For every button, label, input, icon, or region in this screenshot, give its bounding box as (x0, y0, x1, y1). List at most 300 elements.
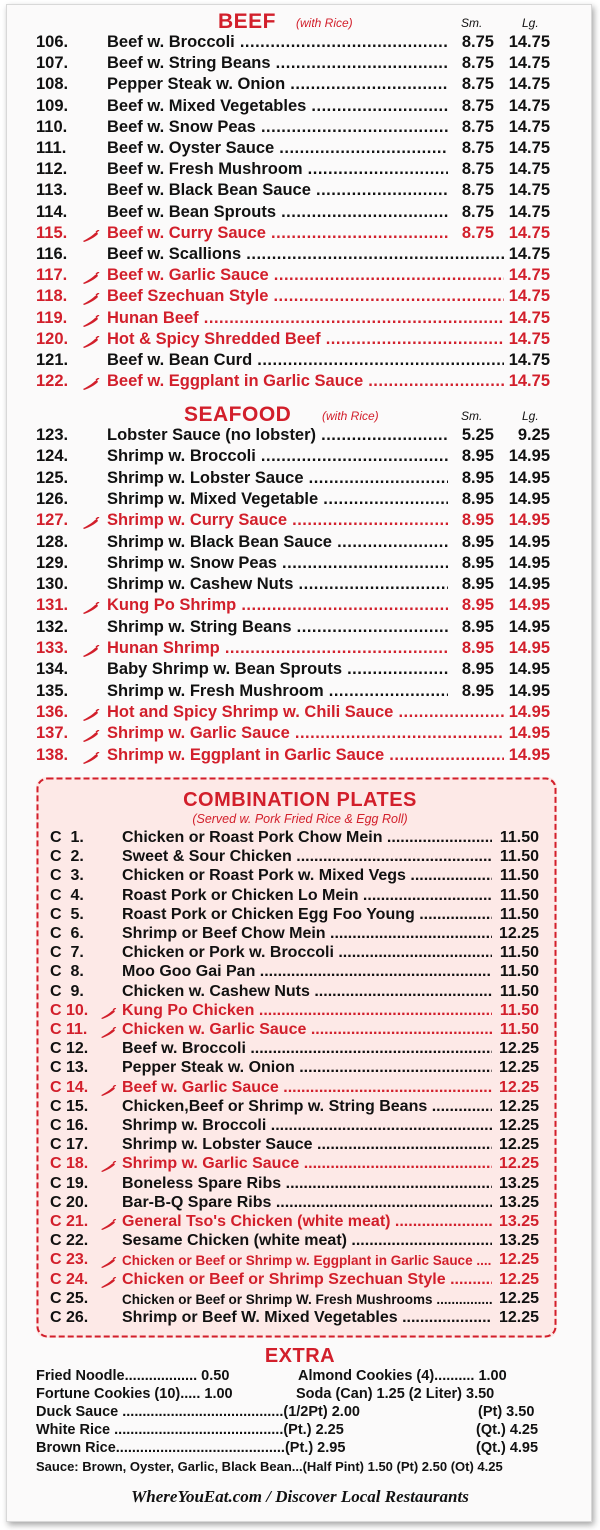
item-number: 130. (36, 575, 69, 594)
extra-row (36, 1440, 556, 1458)
seafood-title: SEAFOOD (184, 403, 292, 426)
item-price-large: 14.75 (506, 54, 550, 73)
item-name: Hunan Beef ..... (107, 309, 504, 328)
combination-item-row (0, 1194, 600, 1213)
item-number: 137. (36, 724, 69, 743)
item-number: 107. (36, 54, 69, 73)
item-name: Beef w. Curry Sauce ..... (107, 224, 448, 243)
combo-name: Chicken or Roast Pork Chow Mein ..... (122, 829, 492, 847)
combo-number: C 7. (50, 944, 84, 962)
combo-price: 11.50 (499, 1001, 539, 1019)
combo-name: Chicken w. Cashew Nuts ..... (122, 983, 492, 1001)
item-price-small: 8.95 (459, 618, 494, 637)
combination-item-row (0, 1059, 600, 1078)
combo-number: C 22. (50, 1232, 89, 1250)
beef-header (0, 10, 600, 34)
item-price-small: 8.75 (459, 203, 494, 222)
menu-item-row (0, 425, 600, 446)
item-price-large: 14.95 (506, 682, 550, 701)
menu-item-row (0, 532, 600, 553)
item-price-large: 14.75 (506, 224, 550, 243)
item-name: Hot and Spicy Shrimp w. Chili Sauce ..... (107, 703, 504, 722)
item-price-small: 8.95 (459, 447, 494, 466)
item-number: 125. (36, 468, 69, 487)
combo-number: C 8. (50, 963, 84, 981)
item-number: 127. (36, 511, 69, 530)
menu-item-row (0, 617, 600, 638)
hot-pepper-icon (82, 334, 100, 346)
combo-number: C 20. (50, 1193, 89, 1211)
menu-item-row (0, 138, 600, 159)
combo-name: Kung Po Chicken ..... (122, 1002, 492, 1020)
combo-price: 12.25 (498, 1136, 539, 1154)
menu-item-row (0, 53, 600, 74)
item-price-small: 8.75 (459, 139, 494, 158)
item-number: 111. (36, 139, 67, 157)
item-number: 122. (36, 372, 69, 391)
combo-price: 11.50 (499, 867, 539, 885)
hot-pepper-icon (82, 515, 100, 527)
combo-number: C 13. (50, 1059, 89, 1077)
menu-item-row (0, 659, 600, 680)
menu-item-row (0, 265, 600, 286)
menu-item-row (0, 223, 600, 244)
combo-number: C 4. (50, 886, 84, 904)
combination-item-row (0, 1002, 600, 1021)
footer-watermark[interactable]: WhereYouEat.com / Discover Local Restaurants (131, 1487, 469, 1506)
item-name: Beef Szechuan Style ..... (107, 287, 504, 306)
item-price-small: 8.95 (459, 511, 494, 530)
combo-number: C 9. (50, 982, 84, 1000)
combo-price: 13.25 (498, 1232, 539, 1250)
combo-price: 13.25 (498, 1213, 539, 1230)
item-price-large: 14.75 (506, 266, 550, 285)
item-number: 121. (36, 351, 69, 369)
combo-name: Chicken or Beef or Shrimp w. Eggplant in Garlic Sauce ..... (122, 1253, 492, 1268)
item-price-large: 14.75 (506, 75, 550, 94)
item-name: Kung Po Shrimp ..... (107, 596, 448, 615)
combo-name: Chicken or Roast Pork w. Mixed Vegs ..... (122, 867, 492, 885)
menu-item-row (0, 638, 600, 659)
combination-item-row (0, 1232, 600, 1251)
combo-number: C 24. (50, 1270, 89, 1288)
extra-row (36, 1404, 556, 1422)
combo-name: Chicken,Beef or Shrimp w. String Beans ..... (122, 1098, 492, 1116)
item-name: Lobster Sauce (no lobster) ..... (107, 426, 448, 445)
combination-item-row (0, 1136, 600, 1155)
combo-price: 11.50 (499, 905, 539, 923)
combination-item-row (0, 848, 600, 867)
combo-price: 12.25 (498, 1309, 539, 1326)
menu-item-row (0, 553, 600, 574)
combo-name: Chicken w. Garlic Sauce ..... (122, 1021, 492, 1039)
combo-price: 11.50 (499, 886, 539, 904)
item-price-large: 14.75 (506, 160, 550, 179)
combo-number: C 15. (50, 1097, 89, 1115)
hot-pepper-icon (100, 1006, 117, 1017)
item-number: 112. (36, 160, 68, 179)
item-number: 128. (36, 532, 69, 551)
combo-name: Shrimp w. Broccoli ..... (122, 1117, 492, 1135)
combo-name: Shrimp or Beef Chow Mein ..... (122, 925, 492, 943)
item-price-large: 14.75 (506, 330, 550, 349)
combination-item-row (0, 1290, 600, 1309)
hot-pepper-icon (82, 600, 100, 612)
combo-name: Boneless Spare Ribs ..... (122, 1175, 492, 1193)
combo-price: 12.25 (498, 1270, 539, 1288)
combination-item-row (0, 1175, 600, 1194)
item-name: Shrimp w. Snow Peas ..... (107, 554, 448, 573)
combination-item-row (0, 1155, 600, 1174)
menu-item-row (0, 74, 600, 95)
menu-item-row (0, 159, 600, 180)
item-number: 116. (36, 245, 68, 263)
combination-item-row (0, 925, 600, 944)
hot-pepper-icon (100, 1025, 117, 1036)
hot-pepper-icon (82, 228, 100, 240)
item-price-small: 8.75 (459, 75, 494, 94)
item-number: 124. (36, 447, 69, 466)
item-price-large: 14.75 (506, 118, 550, 137)
item-name: Pepper Steak w. Onion ..... (107, 75, 448, 94)
combo-number: C 2. (50, 848, 84, 866)
hot-pepper-icon (82, 313, 100, 325)
item-number: 117. (36, 266, 68, 285)
item-name: Beef w. String Beans ..... (107, 54, 448, 73)
menu-item-row (0, 489, 600, 510)
item-name: Hot & Spicy Shredded Beef ..... (107, 330, 504, 349)
item-price-small: 8.75 (459, 54, 494, 73)
combo-name: Sweet & Sour Chicken ..... (122, 848, 492, 866)
combo-name: Roast Pork or Chicken Lo Mein ..... (122, 887, 492, 905)
combination-item-row (0, 1213, 600, 1232)
combo-number: C 19. (50, 1174, 89, 1192)
combo-name: Beef w. Broccoli ..... (122, 1040, 492, 1058)
extra-item: Fried Noodle.................. 0.50 (36, 1368, 230, 1384)
item-price-large: 14.95 (506, 724, 550, 743)
item-name: Beef w. Oyster Sauce ..... (107, 139, 448, 158)
item-price-large: 14.75 (506, 351, 550, 370)
combo-price: 12.25 (498, 1097, 539, 1115)
beef-sm-header: Sm. (461, 16, 483, 30)
item-price-small: 8.95 (459, 596, 494, 615)
combination-item-row (0, 1271, 600, 1290)
item-price-small: 8.75 (459, 181, 494, 200)
item-price-large: 14.75 (506, 203, 550, 222)
combo-price: 11.50 (499, 848, 539, 866)
item-price-small: 8.75 (459, 160, 494, 179)
combo-price: 11.50 (499, 963, 539, 981)
combination-item-row (0, 1098, 600, 1117)
seafood-header (0, 403, 600, 427)
combo-number: C 6. (50, 925, 84, 942)
item-price-large: 14.75 (506, 97, 550, 116)
item-name: Shrimp w. Mixed Vegetable ..... (107, 490, 448, 509)
combination-item-row (0, 944, 600, 963)
item-number: 120. (36, 329, 69, 348)
item-name: Beef w. Eggplant in Garlic Sauce ..... (107, 372, 504, 391)
item-price-large: 14.95 (506, 511, 550, 530)
combo-name: Beef w. Garlic Sauce ..... (122, 1079, 492, 1097)
combination-item-row (0, 887, 600, 906)
item-name: Baby Shrimp w. Bean Sprouts ..... (107, 660, 448, 679)
combo-number: C 12. (50, 1040, 89, 1058)
item-name: Shrimp w. Garlic Sauce ..... (107, 724, 504, 743)
item-number: 118. (36, 287, 68, 306)
item-price-large: 14.75 (506, 181, 550, 200)
item-number: 136. (36, 702, 69, 721)
hot-pepper-icon (100, 1255, 117, 1266)
combo-name: Shrimp w. Lobster Sauce ..... (122, 1136, 492, 1154)
item-name: Shrimp w. Curry Sauce ..... (107, 511, 448, 530)
menu-item-row (0, 745, 600, 766)
combo-name: Pepper Steak w. Onion ..... (122, 1059, 492, 1077)
item-price-small: 8.95 (459, 533, 494, 552)
item-price-large: 14.95 (506, 596, 550, 615)
item-price-large: 14.75 (506, 33, 550, 52)
item-price-large: 14.95 (506, 618, 550, 637)
extra-row (36, 1422, 556, 1440)
item-number: 110. (36, 117, 68, 136)
item-price-small: 8.75 (459, 118, 494, 137)
item-number: 133. (36, 639, 69, 657)
item-price-small: 8.95 (459, 490, 494, 509)
menu-item-row (0, 510, 600, 531)
combo-name: Sesame Chicken (white meat) ..... (122, 1232, 492, 1250)
item-price-large: 14.95 (506, 490, 550, 509)
extra-item: Soda (Can) 1.25 (2 Liter) 3.50 (296, 1386, 495, 1402)
extra-row (36, 1459, 556, 1477)
combo-name: Shrimp or Beef W. Mixed Vegetables ..... (122, 1309, 492, 1327)
combo-price: 12.25 (498, 1040, 539, 1058)
item-price-small: 8.75 (459, 224, 494, 243)
item-price-large: 14.95 (506, 746, 550, 765)
item-price-small: 8.75 (459, 97, 494, 116)
item-name: Beef w. Fresh Mushroom ..... (107, 160, 448, 179)
menu-item-row (0, 702, 600, 723)
hot-pepper-icon (100, 1275, 117, 1286)
item-name: Beef w. Snow Peas ..... (107, 118, 448, 137)
combo-price: 12.25 (498, 1155, 539, 1173)
combo-number: C 11. (50, 1021, 88, 1038)
item-price-large: 9.25 (515, 426, 550, 445)
hot-pepper-icon (82, 728, 100, 740)
combination-item-row (0, 1079, 600, 1098)
combination-item-row (0, 867, 600, 886)
item-name: Shrimp w. Lobster Sauce ..... (107, 469, 448, 488)
extra-item: Fortune Cookies (10)..... 1.00 (36, 1386, 233, 1402)
item-price-small: 8.95 (459, 660, 494, 679)
extra-item: (Pt) 3.50 (478, 1404, 535, 1420)
item-price-small: 8.95 (459, 575, 494, 594)
combo-price: 12.25 (498, 1117, 539, 1134)
menu-item-row (0, 574, 600, 595)
combination-item-row (0, 1021, 600, 1040)
combo-name: Moo Goo Gai Pan ..... (122, 963, 492, 981)
item-name: Beef w. Bean Sprouts ..... (107, 203, 448, 222)
combo-name: Roast Pork or Chicken Egg Foo Young ..... (122, 906, 492, 924)
hot-pepper-icon (100, 1217, 117, 1228)
item-price-large: 14.95 (506, 554, 550, 573)
combo-name: Chicken or Beef or Shrimp Szechuan Style ..... (122, 1271, 492, 1289)
menu-item-row (0, 286, 600, 307)
item-price-small: 5.25 (459, 426, 494, 445)
combination-item-row (0, 1117, 600, 1136)
combo-number: C 14. (50, 1078, 89, 1096)
combo-price: 12.25 (498, 1251, 539, 1269)
combo-price: 12.25 (498, 1289, 539, 1307)
item-number: 126. (36, 489, 69, 508)
combo-number: C 18. (50, 1155, 89, 1173)
combo-name: Chicken or Pork w. Broccoli ..... (122, 944, 492, 962)
menu-item-row (0, 32, 600, 53)
combination-item-row (0, 906, 600, 925)
combo-price: 12.25 (498, 1078, 539, 1096)
item-price-small: 8.75 (459, 33, 494, 52)
menu-item-row (0, 446, 600, 467)
beef-title: BEEF (218, 10, 277, 33)
combo-price: 11.50 (499, 1021, 539, 1038)
menu-item-row (0, 180, 600, 201)
item-name: Beef w. Garlic Sauce ..... (107, 266, 504, 285)
combo-number: C 26. (50, 1309, 89, 1326)
combo-number: C 3. (50, 867, 84, 885)
item-name: Beef w. Black Bean Sauce ..... (107, 181, 448, 200)
item-number: 108. (36, 75, 69, 94)
item-price-large: 14.95 (506, 639, 550, 658)
item-price-large: 14.75 (506, 139, 550, 158)
item-price-large: 14.75 (506, 372, 550, 391)
item-price-small: 8.95 (459, 682, 494, 701)
beef-lg-header: Lg. (522, 16, 539, 30)
item-name: Beef w. Broccoli ..... (107, 33, 448, 52)
combination-item-row (0, 1309, 600, 1328)
extra-row (36, 1386, 556, 1404)
combo-price: 12.25 (498, 1059, 539, 1077)
extra-item: White Rice ..........................................(Pt.) 2.25 (36, 1422, 344, 1438)
combination-item-row (0, 1040, 600, 1059)
menu-item-row (0, 202, 600, 223)
extra-item: Brown Rice..........................................(Pt.) 2.95 (36, 1440, 346, 1456)
item-number: 131. (36, 596, 69, 615)
seafood-lg-header: Lg. (522, 409, 539, 423)
item-name: Beef w. Scallions ..... (107, 245, 504, 264)
combo-price: 13.25 (498, 1193, 539, 1211)
combo-name: Shrimp w. Garlic Sauce ..... (122, 1155, 492, 1173)
hot-pepper-icon (82, 643, 100, 655)
item-number: 119. (36, 308, 68, 327)
item-price-large: 14.95 (506, 703, 550, 722)
extra-item: Duck Sauce ........................................(1/2Pt) 2.00 (36, 1404, 360, 1420)
item-number: 132. (36, 617, 69, 636)
combo-price: 11.50 (499, 829, 539, 846)
item-number: 115. (36, 223, 68, 242)
combination-item-row (0, 963, 600, 982)
combo-price: 13.25 (498, 1174, 539, 1192)
menu-item-row (0, 723, 600, 744)
item-name: Shrimp w. Black Bean Sauce ..... (107, 533, 448, 552)
combo-number: C 25. (50, 1289, 89, 1307)
combination-item-row (0, 829, 600, 848)
item-number: 109. (36, 96, 69, 115)
combo-name: General Tso's Chicken (white meat) ..... (122, 1213, 492, 1231)
seafood-note: (with Rice) (322, 409, 379, 423)
menu-item-row (0, 329, 600, 350)
hot-pepper-icon (82, 707, 100, 719)
combo-price: 11.50 (499, 944, 539, 962)
hot-pepper-icon (82, 291, 100, 303)
item-price-large: 14.95 (506, 575, 550, 594)
hot-pepper-icon (82, 750, 100, 762)
item-number: 135. (36, 681, 69, 700)
item-price-small: 8.95 (459, 639, 494, 658)
combo-number: C 17. (50, 1136, 89, 1154)
item-name: Shrimp w. Eggplant in Garlic Sauce ..... (107, 746, 504, 765)
item-price-large: 14.75 (506, 309, 550, 328)
menu-item-row (0, 595, 600, 616)
item-price-large: 14.95 (506, 447, 550, 466)
combo-price: 12.25 (498, 925, 539, 942)
item-price-large: 14.95 (506, 469, 550, 488)
item-price-small: 8.95 (459, 469, 494, 488)
item-name: Shrimp w. Fresh Mushroom ..... (107, 682, 448, 701)
hot-pepper-icon (100, 1083, 117, 1094)
combination-title: COMBINATION PLATES (183, 789, 417, 811)
extra-item: Sauce: Brown, Oyster, Garlic, Black Bean...(Half Pint) 1.50 (Pt) 2.50 (Ot) 4.25 (36, 1459, 503, 1474)
combo-name: Chicken or Beef or Shrimp W. Fresh Mushrooms ..... (122, 1292, 492, 1307)
item-price-small: 8.95 (459, 554, 494, 573)
item-number: 138. (36, 745, 69, 764)
extra-row (36, 1368, 556, 1386)
extra-item: (Qt.) 4.95 (476, 1440, 539, 1456)
combo-number: C 1. (50, 829, 84, 846)
hot-pepper-icon (100, 1159, 117, 1170)
item-number: 129. (36, 553, 69, 572)
item-number: 114. (36, 202, 68, 221)
combination-note: (Served w. Pork Fried Rice & Egg Roll) (192, 812, 408, 826)
beef-note: (with Rice) (296, 16, 353, 30)
combo-number: C 21. (50, 1213, 89, 1230)
combo-number: C 10. (50, 1001, 89, 1019)
seafood-sm-header: Sm. (461, 409, 483, 423)
item-price-large: 14.75 (506, 287, 550, 306)
combo-number: C 23. (50, 1251, 89, 1269)
combo-price: 11.50 (499, 982, 539, 1000)
extra-title: EXTRA (264, 1345, 336, 1367)
item-price-large: 14.95 (506, 533, 550, 552)
item-price-large: 14.75 (506, 245, 550, 264)
menu-item-row (0, 468, 600, 489)
item-number: 134. (36, 660, 69, 679)
item-name: Shrimp w. Broccoli ..... (107, 447, 448, 466)
menu-item-row (0, 681, 600, 702)
combo-name: Bar-B-Q Spare Ribs ..... (122, 1194, 492, 1212)
item-name: Shrimp w. String Beans ..... (107, 618, 448, 637)
menu-item-row (0, 117, 600, 138)
item-name: Beef w. Bean Curd ..... (107, 351, 504, 370)
hot-pepper-icon (82, 376, 100, 388)
item-name: Hunan Shrimp ..... (107, 639, 448, 658)
item-name: Beef w. Mixed Vegetables ..... (107, 97, 448, 116)
combo-number: C 5. (50, 905, 84, 923)
menu-item-row (0, 350, 600, 371)
menu-item-row (0, 371, 600, 392)
combination-item-row (0, 983, 600, 1002)
hot-pepper-icon (82, 270, 100, 282)
combination-item-row (0, 1251, 600, 1270)
menu-item-row (0, 308, 600, 329)
item-number: 106. (36, 33, 69, 51)
